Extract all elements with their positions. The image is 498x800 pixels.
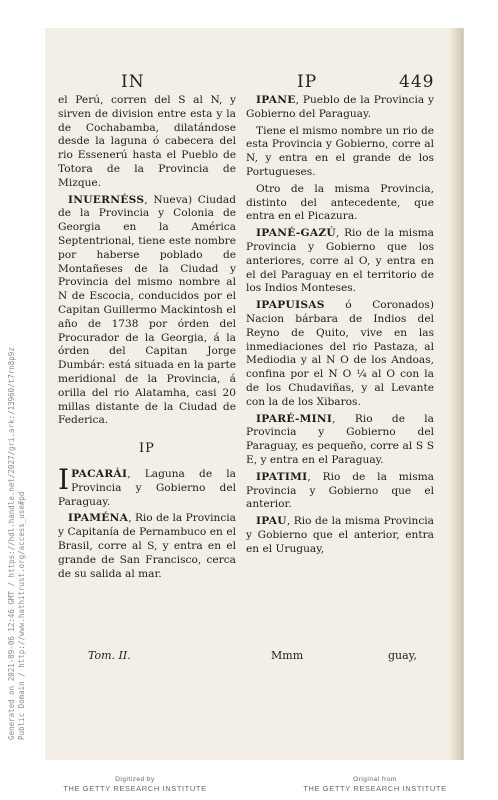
section-heading: IP bbox=[139, 441, 155, 457]
entry-inuerness bbox=[58, 194, 236, 429]
entry-text: , Pueblo de la Provincia y Gobierno del Paraguay. bbox=[246, 94, 434, 120]
original-from-stamp bbox=[280, 776, 470, 793]
stamp-institution: THE GETTY RESEARCH INSTITUTE bbox=[303, 784, 447, 793]
hathitrust-watermark bbox=[6, 347, 26, 740]
entry-ipane-other bbox=[246, 183, 434, 224]
stamp-caption: Digitized by bbox=[115, 776, 155, 783]
entry-text: el Perú, corren del S al N, y sirven de division entre esta y la de Cochabamba, dilatándose desde la laguna ó cabecera del rio Essenerú hasta el Pueblo de Totora de la Provincia de Mizque. bbox=[58, 94, 236, 189]
left-column bbox=[58, 94, 236, 584]
right-column bbox=[246, 94, 434, 560]
page-number: 449 bbox=[399, 72, 435, 92]
entry-text: Otro de la misma Provincia, distinto del antecedente, que entra en el Picazura. bbox=[246, 182, 434, 223]
stamp-caption: Original from bbox=[353, 776, 397, 783]
running-head-left: IN bbox=[121, 72, 145, 92]
entry-text: ó Coronados) Nacion bárbara de Indios del Reyno de Quito, vive en las inmediaciones del rio Pastaza, al Mediodia y al N O de los Andoas, confina por el N O ¼ al O con la de los Chudaviñas, y al Levante con la de los Xibaros. bbox=[246, 299, 434, 408]
entry-ipamena bbox=[58, 512, 236, 581]
entry-text: , Rio de la misma Provincia y Gobierno que el anterior, entra en el Uruguay, bbox=[246, 515, 434, 555]
entry-ipane-gazu bbox=[246, 227, 434, 296]
entry-headword: IPATIMI bbox=[256, 470, 308, 483]
page-spine-shadow bbox=[449, 28, 463, 760]
entry-headword: IPAU bbox=[256, 515, 287, 528]
stamp-institution: THE GETTY RESEARCH INSTITUTE bbox=[63, 784, 207, 793]
entry-ipapuisas bbox=[246, 299, 434, 409]
digitized-by-stamp bbox=[40, 776, 230, 793]
entry-headword: IPARÉ-MINI bbox=[256, 412, 333, 425]
catchword: guay, bbox=[388, 649, 417, 662]
entry-text: , Nueva) Ciudad de la Provincia y Colonia de Georgia en la América Septentrional, tiene este nombre por haberse poblado de Montañeses de la Ciudad y Provincia del mismo nombre al N de Escocia, conducidos por el Capitan Guillermo Mackintosh el año de 1738 por órden del Procurador de la Georgia, á la órden del Capitan Jorge Dumbár: está situada en la parte meridional de la Provincia, á orilla del rio Alatamha, casi 20 millas distante de la Ciudad de Federica. bbox=[58, 193, 236, 427]
entry-ipare-mini bbox=[246, 413, 434, 468]
entry-text: , Laguna de la Provincia y Gobierno del Paraguay. bbox=[58, 467, 236, 508]
entry-text: , Rio de la misma Provincia y Gobierno que el anterior. bbox=[246, 470, 434, 511]
running-head-right: IP bbox=[297, 72, 318, 92]
entry-text: , Rio de la Provincia y Gobierno del Paraguay, es pequeño, corre al S S E, y entra en el Paraguay. bbox=[246, 412, 434, 466]
entry-continuation bbox=[58, 94, 236, 191]
watermark-line-generated: Generated on 2021-09-06 12:46 GMT / https://hdl.handle.net/2027/gri.ark:/13960/t7rn8p9z bbox=[7, 347, 16, 740]
entry-text: , Rio de la Provincia y Capitanía de Pernambuco en el Brasil, corre al S, y entra en el grande de San Francisco, cerca de su salida al mar. bbox=[58, 512, 236, 580]
drop-cap: I bbox=[58, 462, 70, 496]
volume-marker: Tom. II. bbox=[88, 649, 131, 662]
entry-headword: IPANÉ-GAZÚ bbox=[256, 227, 336, 240]
entry-headword: IPAPUISAS bbox=[256, 299, 325, 312]
watermark-line-public-domain: Public Domain / http://www.hathitrust.org/access_use#pd bbox=[17, 491, 26, 740]
signature-mark: Mmm bbox=[271, 649, 304, 662]
entry-text: , Rio de la misma Provincia y Gobierno que los anteriores, corre al O, y entra en el del Paraguay en el territorio de los Indios Monteses. bbox=[246, 227, 434, 295]
entry-ipane-river bbox=[246, 125, 434, 180]
entry-headword: INUERNÉSS bbox=[68, 193, 145, 206]
book-page bbox=[45, 28, 464, 760]
entry-text: Tiene el mismo nombre un rio de esta Provincia y Gobierno, corre al N, y entra en el grande de los Portugueses. bbox=[246, 124, 434, 178]
entry-ipane bbox=[246, 94, 434, 122]
entry-headword: PACARÁI bbox=[71, 467, 128, 480]
entry-ipau bbox=[246, 515, 434, 556]
entry-headword: IPANE bbox=[256, 94, 296, 106]
entry-ipatimi bbox=[246, 471, 434, 512]
entry-headword: IPAMÉNA bbox=[68, 512, 129, 525]
entry-ipacarai bbox=[58, 462, 236, 509]
